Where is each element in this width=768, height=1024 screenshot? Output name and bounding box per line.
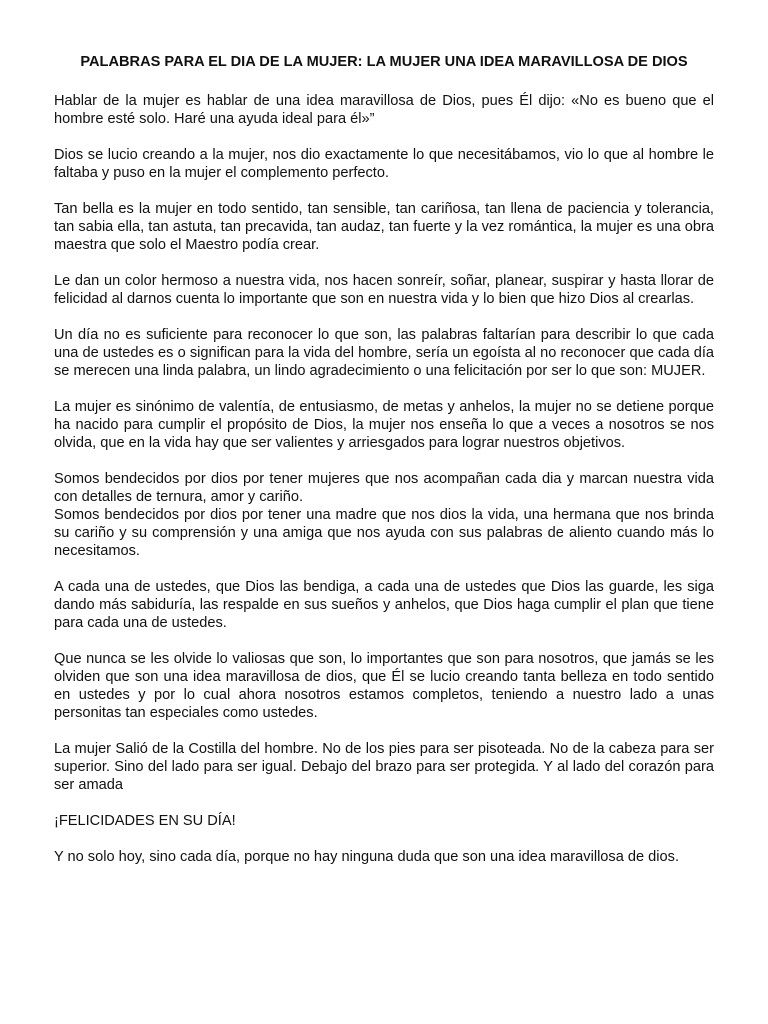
paragraph-12: ¡FELICIDADES EN SU DÍA! — [54, 813, 236, 829]
paragraph-11: La mujer Salió de la Costilla del hombre. No de los pies para ser pisoteada. No de la cabeza para ser superior. Sino del lado para ser igual. Debajo del brazo para ser protegida. Y al lado del corazón para ser amada — [54, 741, 714, 793]
paragraph-13: Y no solo hoy, sino cada día, porque no hay ninguna duda que son una idea maravillosa de dios. — [54, 849, 680, 865]
paragraph-1: Hablar de la mujer es hablar de una idea maravillosa de Dios, pues Él dijo: «No es bueno que el hombre esté solo. Haré una ayuda ideal para él»” — [54, 93, 714, 127]
paragraph-6: La mujer es sinónimo de valentía, de entusiasmo, de metas y anhelos, la mujer no se detiene porque ha nacido para cumplir el propósito de Dios, la mujer nos enseña lo que a veces a nosotros se nos olvida, que en la vida hay que ser valientes y arriesgados para lograr nuestros objetivos. — [54, 399, 714, 451]
paragraph-3: Tan bella es la mujer en todo sentido, tan sensible, tan cariñosa, tan llena de paciencia y tolerancia, tan sabia ella, tan astuta, tan precavida, tan audaz, tan fuerte y la vez romántica, la mujer es una obra maestra que solo el Maestro podía crear. — [54, 201, 714, 253]
paragraph-7: Somos bendecidos por dios por tener mujeres que nos acompañan cada dia y marcan nuestra vida con detalles de ternura, amor y cariño. — [54, 471, 714, 505]
paragraph-4: Le dan un color hermoso a nuestra vida, nos hacen sonreír, soñar, planear, suspirar y hasta llorar de felicidad al darnos cuenta lo importante que son en nuestra vida y lo bien que hizo Dios al crearlas. — [54, 273, 714, 307]
paragraph-5: Un día no es suficiente para reconocer lo que son, las palabras faltarían para describir lo que cada una de ustedes es o significan para la vida del hombre, sería un egoísta al no reconocer que cada día se merecen una linda palabra, un lindo agradecimiento o una felicitación por ser lo que son: MUJER. — [54, 327, 714, 379]
paragraph-2: Dios se lucio creando a la mujer, nos dio exactamente lo que necesitábamos, vio lo que al hombre le faltaba y puso en la mujer el complemento perfecto. — [54, 147, 714, 181]
document-title: PALABRAS PARA EL DIA DE LA MUJER: LA MUJER UNA IDEA MARAVILLOSA DE DIOS — [80, 54, 688, 70]
paragraph-10: Que nunca se les olvide lo valiosas que son, lo importantes que son para nosotros, que jamás se les olviden que son una idea maravillosa de dios, que Él se lucio creando tanta belleza en todo sentido en ustedes y por lo cual ahora nosotros estamos completos, teniendo a nuestro lado a unas personitas tan especiales como ustedes. — [54, 651, 714, 721]
paragraph-9: A cada una de ustedes, que Dios las bendiga, a cada una de ustedes que Dios las guarde, les siga dando más sabiduría, las respalde en sus sueños y anhelos, que Dios haga cumplir el plan que tiene para cada una de ustedes. — [54, 579, 714, 631]
paragraph-8: Somos bendecidos por dios por tener una madre que nos dios la vida, una hermana que nos brinda su cariño y su comprensión y una amiga que nos ayuda con sus palabras de aliento cuando más lo necesitamos. — [54, 507, 714, 559]
